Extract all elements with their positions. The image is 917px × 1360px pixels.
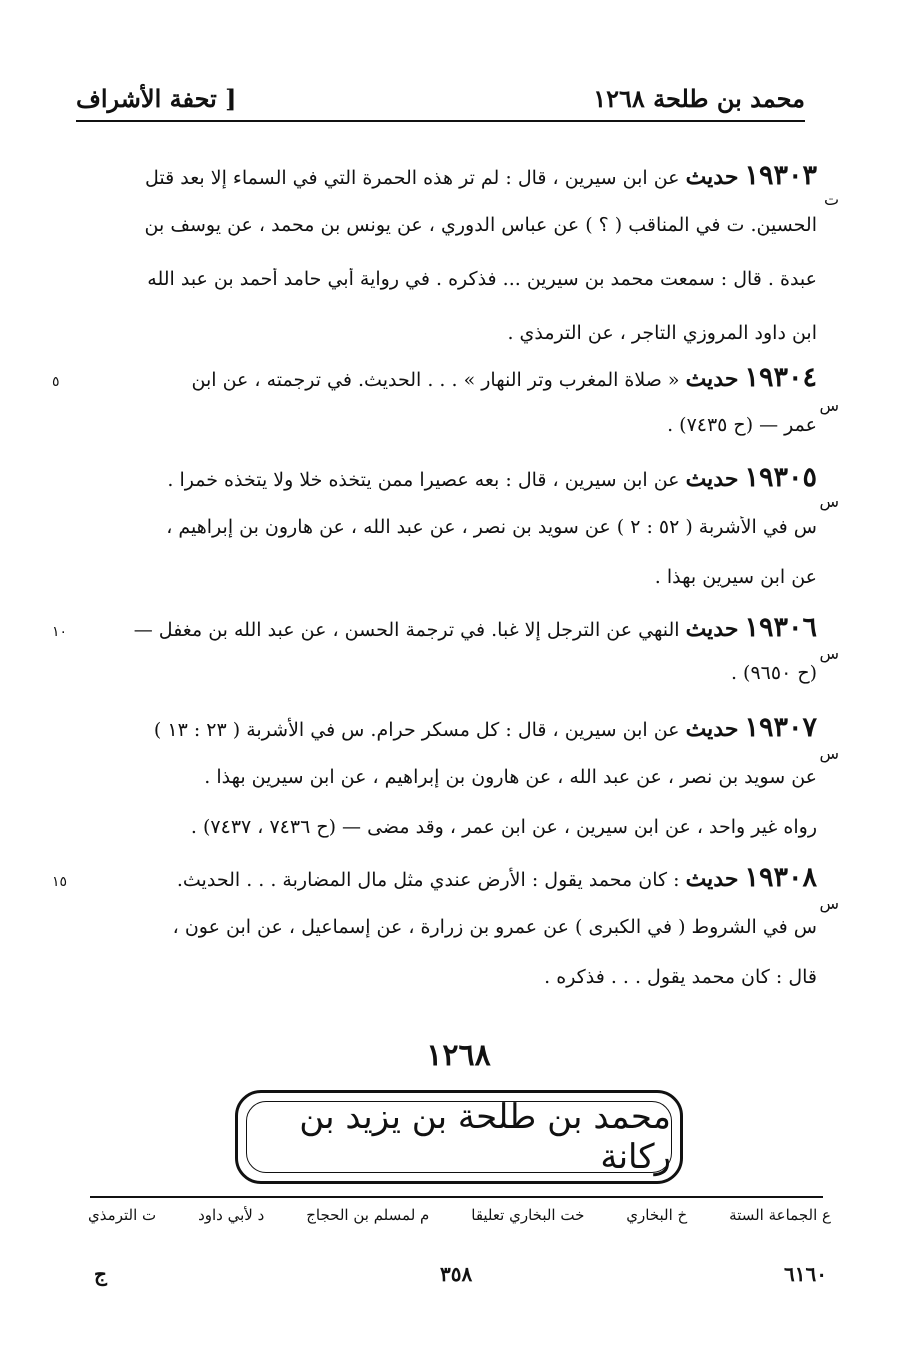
hadith-label: حديث (685, 366, 739, 392)
entry-line: عمر — (ح ٧٤٣٥) . (667, 414, 817, 436)
source-mark: س (819, 744, 839, 763)
abbreviation-item: ع الجماعة الستة (729, 1206, 831, 1224)
hadith-text: : كان محمد يقول : الأرض عندي مثل مال المضاربة . . . الحديث. (176, 869, 680, 891)
entry-line (70, 362, 817, 393)
source-mark: ت (823, 190, 839, 209)
hadith-number: ١٩٣٠٤ (744, 362, 817, 393)
hadith-text: عن ابن سيرين ، قال : لم تر هذه الحمرة التي في السماء إلا بعد قتل (145, 167, 680, 189)
abbreviation-key (88, 1206, 831, 1234)
margin-line-number: ١٠ (52, 624, 68, 640)
entry-line (70, 862, 817, 893)
source-mark: س (819, 396, 839, 415)
entry-line: الحسين. ت في المناقب ( ؟ ) عن عباس الدوري ، عن يونس بن محمد ، عن يوسف بن (144, 214, 817, 236)
source-mark: س (819, 894, 839, 913)
source-mark: س (819, 644, 839, 663)
hadith-number: ١٩٣٠٦ (744, 612, 817, 643)
hadith-number: ١٩٣٠٣ (744, 160, 817, 191)
hadith-text: النهي عن الترجل إلا غبا. في ترجمة الحسن ، عن عبد الله بن مغفل — (133, 619, 680, 641)
entry-line: رواه غير واحد ، عن ابن سيرين ، عن ابن عمر ، وقد مضى — (ح ٧٤٣٦ ، ٧٤٣٧) . (190, 816, 817, 838)
entry-line: عن سويد بن نصر ، عن عبد الله ، عن هارون بن إبراهيم ، عن ابن سيرين بهذا . (204, 766, 817, 788)
footnote-divider (90, 1196, 823, 1198)
entry-line (70, 160, 817, 191)
index-code: ٦١٦٠ (784, 1262, 827, 1286)
hadith-label: حديث (685, 716, 739, 742)
hadith-text: « صلاة المغرب وتر النهار » . . . الحديث. في ترجمته ، عن ابن (191, 369, 680, 391)
narrator-title-frame (235, 1090, 683, 1184)
abbreviation-item: د لأبي داود (198, 1206, 265, 1224)
entry-line: قال : كان محمد يقول . . . فذكره . (544, 966, 817, 988)
entry-line: س في الأشربة ( ٥٢ : ٢ ) عن سويد بن نصر ، عن عبد الله ، عن هارون بن إبراهيم ، (166, 516, 817, 538)
margin-line-number: ١٥ (52, 874, 68, 890)
page-header (76, 78, 805, 122)
hadith-label: حديث (685, 866, 739, 892)
hadith-label: حديث (685, 466, 739, 492)
abbreviation-item: ت الترمذي (88, 1206, 157, 1224)
entry-line: س في الشروط ( في الكبرى ) عن عمرو بن زرارة ، عن إسماعيل ، عن ابن عون ، (172, 916, 817, 938)
margin-line-number: ٥ (52, 374, 60, 390)
abbreviation-item: خ البخاري (626, 1206, 688, 1224)
running-title: محمد بن طلحة ١٢٦٨ (593, 84, 805, 113)
entry-line: ابن داود المروزي التاجر ، عن الترمذي . (507, 322, 817, 344)
narrator-name: محمد بن طلحة بن يزيد بن ركانة (246, 1101, 672, 1173)
hadith-text: عن ابن سيرين ، قال : بعه عصيرا ممن يتخذه خلا ولا يتخذه خمرا . (167, 469, 680, 491)
hadith-label: حديث (685, 164, 739, 190)
hadith-number: ١٩٣٠٨ (744, 862, 817, 893)
book-title: [ تحفة الأشراف (76, 84, 237, 113)
abbreviation-item: خت البخاري تعليقا (471, 1206, 585, 1224)
hadith-text: عن ابن سيرين ، قال : كل مسكر حرام. س في الأشربة ( ٢٣ : ١٣ ) (153, 719, 680, 741)
entry-line (70, 612, 817, 643)
hadith-number: ١٩٣٠٥ (744, 462, 817, 493)
entry-line (70, 712, 817, 743)
hadith-label: حديث (685, 616, 739, 642)
section-number: ١٢٦٨ (426, 1038, 491, 1073)
hadith-number: ١٩٣٠٧ (744, 712, 817, 743)
entry-line: (ح ٩٦٥٠) . (730, 662, 817, 684)
page-number: ٣٥٨ (440, 1262, 473, 1286)
entry-line: عبدة . قال : سمعت محمد بن سيرين ... فذكره . في رواية أبي حامد أحمد بن عبد الله (147, 268, 817, 290)
entry-line (70, 462, 817, 493)
entry-line: عن ابن سيرين بهذا . (654, 566, 817, 588)
signature-mark: ج (94, 1262, 107, 1286)
abbreviation-item: م لمسلم بن الحجاج (306, 1206, 430, 1224)
source-mark: س (819, 492, 839, 511)
